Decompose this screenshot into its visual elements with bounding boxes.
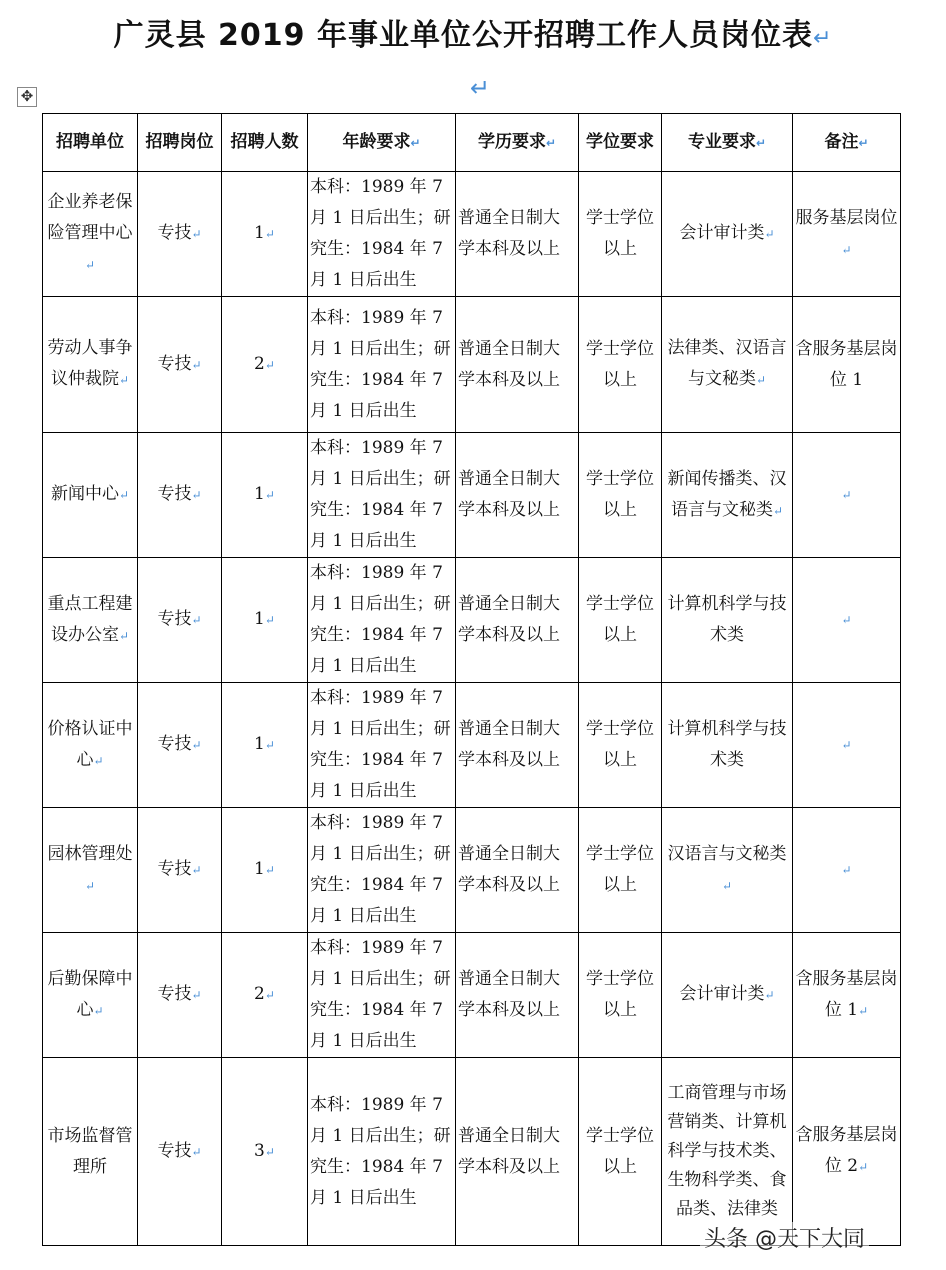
- cell-age: 本科：1989 年 7 月 1 日后出生；研究生：1984 年 7 月 1 日后出生: [308, 297, 456, 433]
- cell-degree: 学士学位以上: [579, 297, 662, 433]
- cell-age: 本科：1989 年 7 月 1 日后出生；研究生：1984 年 7 月 1 日后出生: [308, 1058, 456, 1246]
- header-note: 备注↵: [793, 114, 901, 172]
- table-row: [43, 433, 901, 558]
- header-age: 年龄要求↵: [308, 114, 456, 172]
- cell-major: 法律类、汉语言与文秘类↵: [662, 297, 793, 433]
- cell-education: 普通全日制大学本科及以上: [456, 933, 579, 1058]
- cell-age: 本科：1989 年 7 月 1 日后出生；研究生：1984 年 7 月 1 日后出生: [308, 933, 456, 1058]
- cell-education: 普通全日制大学本科及以上: [456, 808, 579, 933]
- cell-degree: 学士学位以上: [579, 683, 662, 808]
- cell-age: 本科：1989 年 7 月 1 日后出生；研究生：1984 年 7 月 1 日后出生: [308, 683, 456, 808]
- recruitment-table: [42, 113, 901, 1246]
- cell-note: ↵: [793, 433, 901, 558]
- cell-education: 普通全日制大学本科及以上: [456, 172, 579, 297]
- cell-degree: 学士学位以上: [579, 433, 662, 558]
- cell-unit: 企业养老保险管理中心↵: [43, 172, 138, 297]
- cell-post: 专技↵: [138, 297, 222, 433]
- cell-note: ↵: [793, 558, 901, 683]
- cell-education: 普通全日制大学本科及以上: [456, 433, 579, 558]
- cell-note: ↵: [793, 683, 901, 808]
- cell-unit: 重点工程建设办公室↵: [43, 558, 138, 683]
- table-row: [43, 172, 901, 297]
- table-row: [43, 683, 901, 808]
- cell-post: 专技↵: [138, 433, 222, 558]
- table-move-handle-icon[interactable]: ✥: [17, 87, 37, 107]
- header-degree: 学位要求: [579, 114, 662, 172]
- paragraph-mark-icon: ↵: [470, 74, 491, 102]
- cell-note: ↵: [793, 808, 901, 933]
- cell-post: 专技↵: [138, 172, 222, 297]
- cell-age: 本科：1989 年 7 月 1 日后出生；研究生：1984 年 7 月 1 日后出生: [308, 558, 456, 683]
- table-header-row: [43, 114, 901, 172]
- cell-unit: 价格认证中心↵: [43, 683, 138, 808]
- header-post: 招聘岗位: [138, 114, 222, 172]
- cell-note: 含服务基层岗位 2↵: [793, 1058, 901, 1246]
- cell-count: 1↵: [222, 683, 308, 808]
- cell-age: 本科：1989 年 7 月 1 日后出生；研究生：1984 年 7 月 1 日后出生: [308, 433, 456, 558]
- paragraph-mark-icon: ↵: [812, 26, 833, 51]
- cell-major: 工商管理与市场营销类、计算机科学与技术类、生物科学类、食品类、法律类: [662, 1058, 793, 1246]
- cell-post: 专技↵: [138, 558, 222, 683]
- cell-note: 含服务基层岗位 1: [793, 297, 901, 433]
- cell-education: 普通全日制大学本科及以上: [456, 558, 579, 683]
- cell-education: 普通全日制大学本科及以上: [456, 297, 579, 433]
- table-row: [43, 808, 901, 933]
- table-row: [43, 933, 901, 1058]
- cell-count: 2↵: [222, 933, 308, 1058]
- cell-degree: 学士学位以上: [579, 1058, 662, 1246]
- cell-degree: 学士学位以上: [579, 933, 662, 1058]
- cell-unit: 劳动人事争议仲裁院↵: [43, 297, 138, 433]
- cell-count: 1↵: [222, 558, 308, 683]
- cell-age: 本科：1989 年 7 月 1 日后出生；研究生：1984 年 7 月 1 日后出生: [308, 172, 456, 297]
- header-major: 专业要求↵: [662, 114, 793, 172]
- cell-degree: 学士学位以上: [579, 172, 662, 297]
- cell-unit: 市场监督管理所: [43, 1058, 138, 1246]
- cell-count: 1↵: [222, 433, 308, 558]
- watermark: 头条 @天下大同: [700, 1222, 869, 1253]
- cell-unit: 新闻中心↵: [43, 433, 138, 558]
- cell-count: 2↵: [222, 297, 308, 433]
- cell-post: 专技↵: [138, 808, 222, 933]
- cell-major: 汉语言与文秘类↵: [662, 808, 793, 933]
- cell-unit: 园林管理处↵: [43, 808, 138, 933]
- table-row: [43, 558, 901, 683]
- cell-post: 专技↵: [138, 933, 222, 1058]
- cell-education: 普通全日制大学本科及以上: [456, 683, 579, 808]
- cell-degree: 学士学位以上: [579, 808, 662, 933]
- table-row: [43, 297, 901, 433]
- header-count: 招聘人数: [222, 114, 308, 172]
- cell-note: 服务基层岗位↵: [793, 172, 901, 297]
- header-education: 学历要求↵: [456, 114, 579, 172]
- table-row: [43, 1058, 901, 1246]
- cell-major: 新闻传播类、汉语言与文秘类↵: [662, 433, 793, 558]
- cell-major: 计算机科学与技术类: [662, 683, 793, 808]
- cell-note: 含服务基层岗位 1↵: [793, 933, 901, 1058]
- document-title: 广灵县 2019 年事业单位公开招聘工作人员岗位表↵: [113, 18, 833, 53]
- cell-post: 专技↵: [138, 683, 222, 808]
- cell-major: 会计审计类↵: [662, 172, 793, 297]
- cell-age: 本科：1989 年 7 月 1 日后出生；研究生：1984 年 7 月 1 日后出生: [308, 808, 456, 933]
- cell-count: 1↵: [222, 808, 308, 933]
- header-unit: 招聘单位: [43, 114, 138, 172]
- cell-major: 计算机科学与技术类: [662, 558, 793, 683]
- cell-education: 普通全日制大学本科及以上: [456, 1058, 579, 1246]
- cell-unit: 后勤保障中心↵: [43, 933, 138, 1058]
- cell-degree: 学士学位以上: [579, 558, 662, 683]
- cell-count: 3↵: [222, 1058, 308, 1246]
- cell-count: 1↵: [222, 172, 308, 297]
- cell-post: 专技↵: [138, 1058, 222, 1246]
- cell-major: 会计审计类↵: [662, 933, 793, 1058]
